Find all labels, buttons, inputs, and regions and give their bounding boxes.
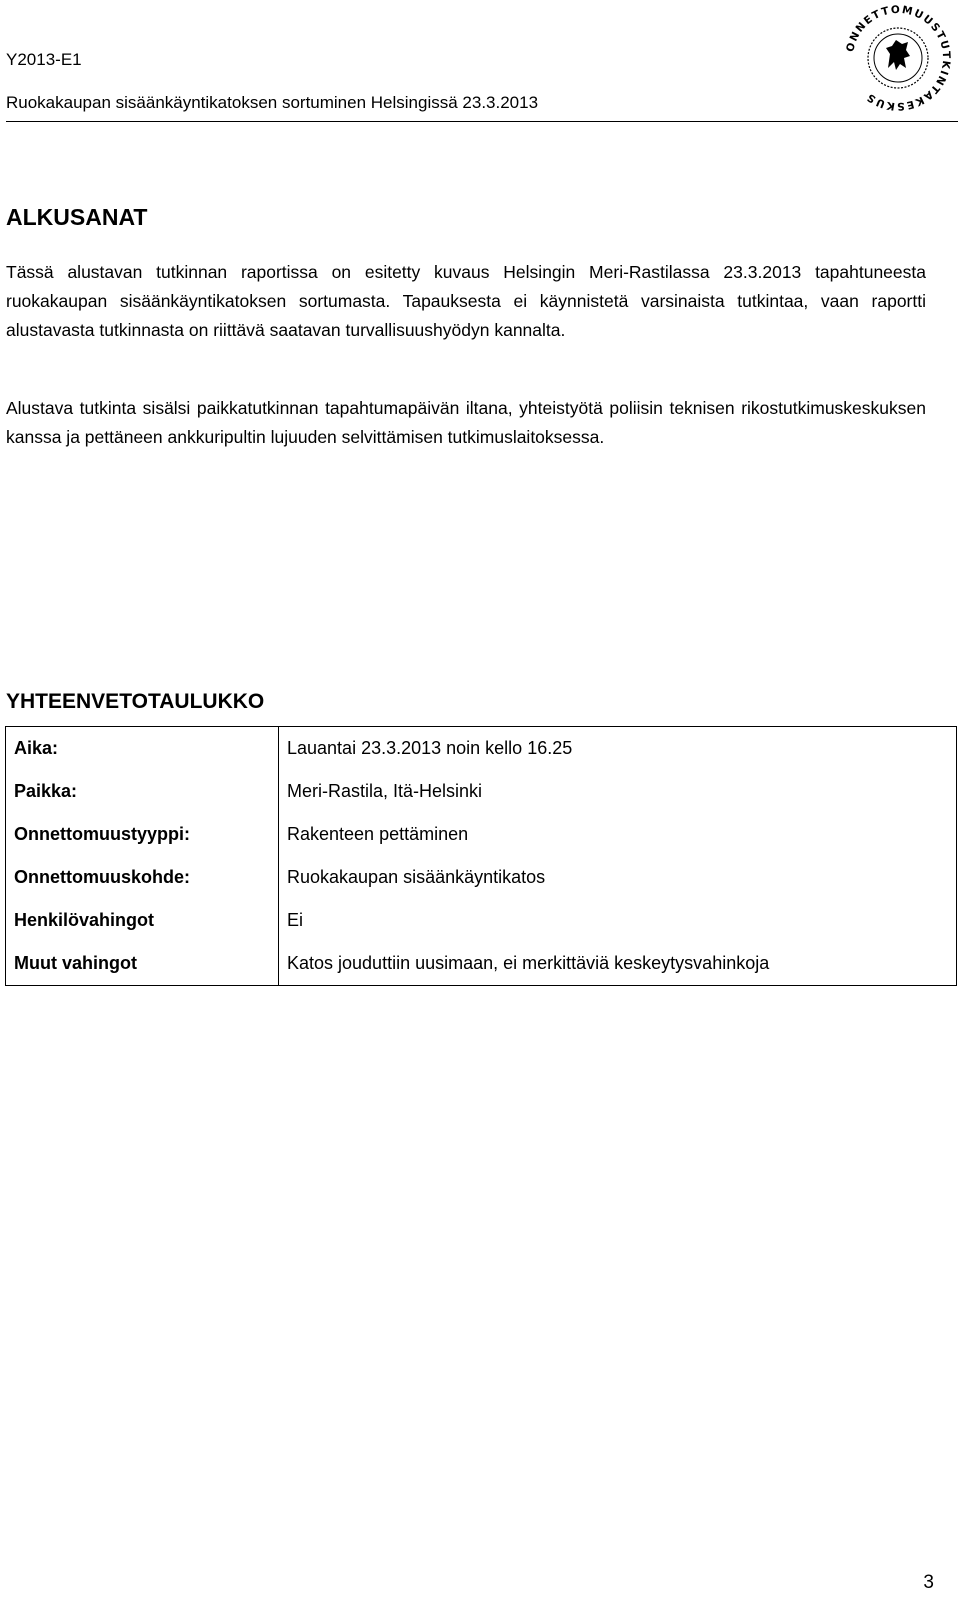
table-row xyxy=(6,813,957,856)
section-heading-summary: YHTEENVETOTAULUKKO xyxy=(6,690,265,713)
row-label: Henkilövahingot xyxy=(6,899,279,942)
lion-crest-icon xyxy=(842,2,954,114)
row-value: Meri-Rastila, Itä-Helsinki xyxy=(279,770,957,813)
page-number: 3 xyxy=(923,1572,934,1593)
table-row xyxy=(6,942,957,986)
intro-paragraph-2: Alustava tutkinta sisälsi paikkatutkinnan tapahtumapäivän iltana, yhteistyötä poliisin teknisen rikostutkimuskeskuksen kanssa ja pettäneen ankkuripultin lujuuden selvittämisen tutkimuslaitoksessa. xyxy=(6,398,926,447)
table-row xyxy=(6,770,957,813)
row-label: Onnettomuustyyppi: xyxy=(6,813,279,856)
row-value: Katos jouduttiin uusimaan, ei merkittäviä keskeytysvahinkoja xyxy=(279,942,957,986)
table-row xyxy=(6,856,957,899)
table-row xyxy=(6,899,957,942)
report-title: Ruokakaupan sisäänkäyntikatoksen sortuminen Helsingissä 23.3.2013 xyxy=(6,93,539,112)
report-code: Y2013-E1 xyxy=(6,50,82,69)
svg-text:ONNETTOMUUSTUTKINTAKESKUS: ONNETTOMUUSTUTKINTAKESKUS xyxy=(844,3,953,113)
summary-table xyxy=(5,726,957,986)
row-value: Rakenteen pettäminen xyxy=(279,813,957,856)
row-value: Ei xyxy=(279,899,957,942)
row-value: Ruokakaupan sisäänkäyntikatos xyxy=(279,856,957,899)
row-value: Lauantai 23.3.2013 noin kello 16.25 xyxy=(279,727,957,771)
header-divider xyxy=(6,121,958,122)
row-label: Paikka: xyxy=(6,770,279,813)
row-label: Onnettomuuskohde: xyxy=(6,856,279,899)
agency-logo xyxy=(842,2,954,114)
table-row xyxy=(6,727,957,771)
section-heading-alkusanat: ALKUSANAT xyxy=(6,204,148,230)
row-label: Aika: xyxy=(6,727,279,771)
row-label: Muut vahingot xyxy=(6,942,279,986)
intro-paragraph-1: Tässä alustavan tutkinnan raportissa on esitetty kuvaus Helsingin Meri-Rastilassa 23.3.2013 tapahtuneesta ruokakaupan sisäänkäyntikatoksen sortumasta. Tapauksesta ei käynnistetä varsinaista tutkintaa, vaan raportti alustavasta tutkinnasta on riittävä saatavan turvallisuushyödyn kannalta. xyxy=(6,262,926,340)
